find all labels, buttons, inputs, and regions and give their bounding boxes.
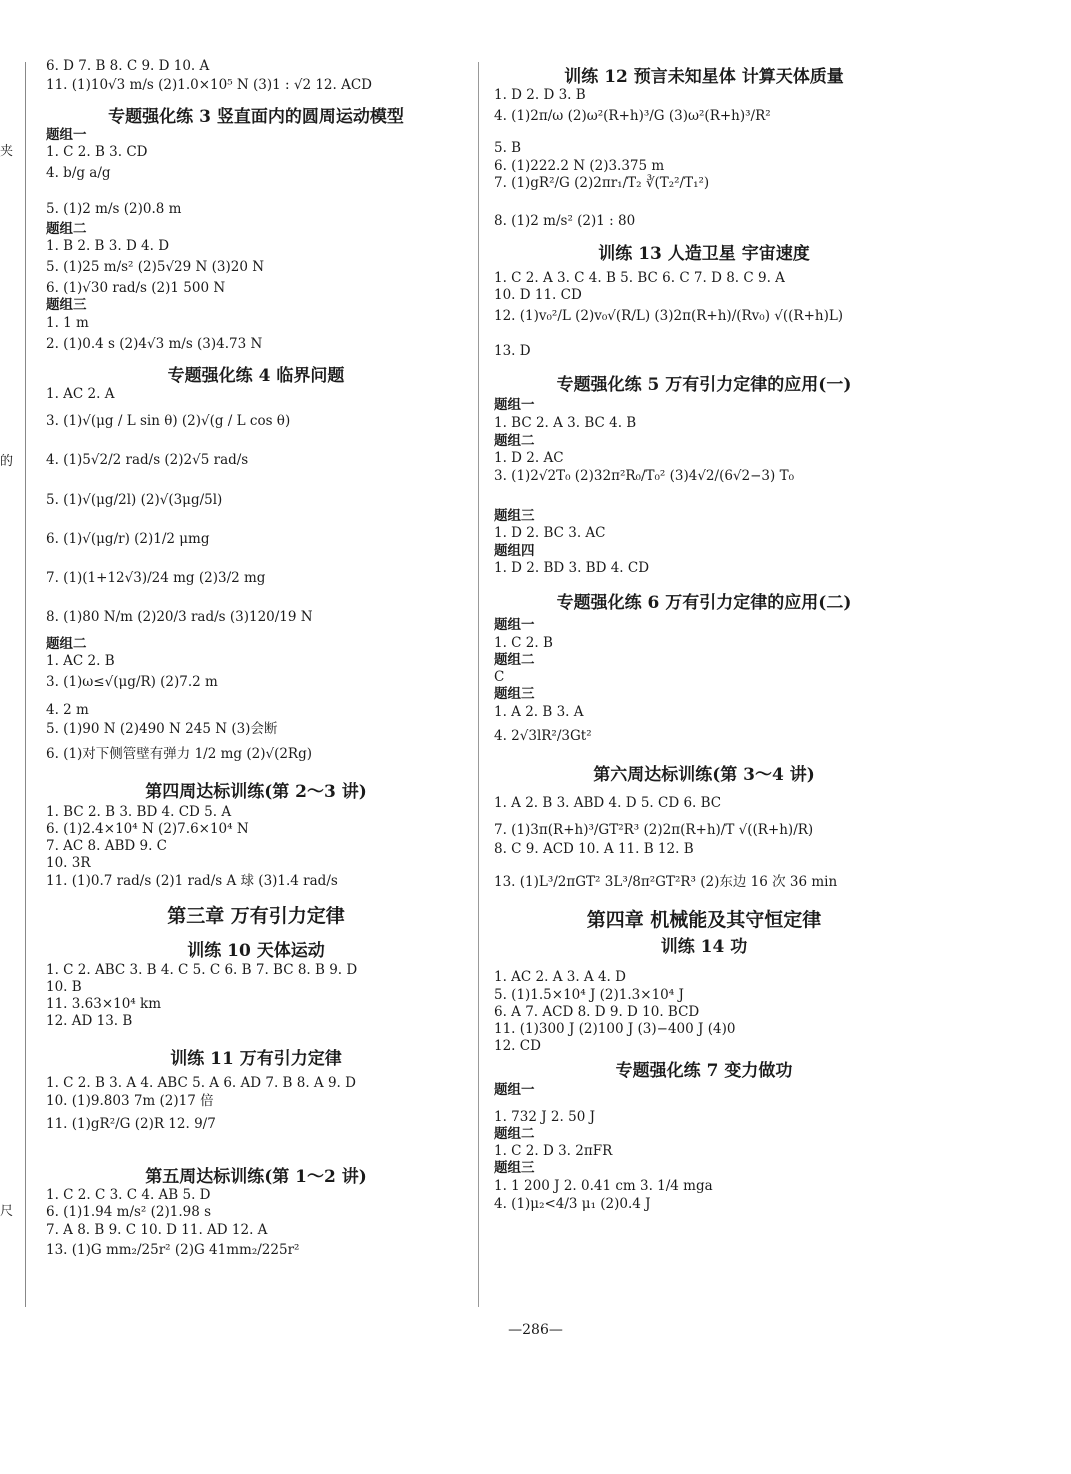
answer-line: 6. (1)1.94 m/s² (2)1.98 s xyxy=(46,1204,212,1220)
group-label: 题组二 xyxy=(494,1126,535,1142)
edge-char: 的 xyxy=(0,454,14,469)
group-label: 题组四 xyxy=(494,543,535,559)
answer-line: 1. C 2. ABC 3. B 4. C 5. C 6. B 7. BC 8. B 9. D xyxy=(46,962,358,978)
answer-line: 5. (1)√(μg/2l) (2)√(3μg/5l) xyxy=(46,492,223,508)
answer-line: 6. (1)√30 rad/s (2)1 500 N xyxy=(46,280,226,296)
section-heading: 专题强化练 4 临界问题 xyxy=(167,366,345,386)
answer-line: 11. 3.63×10⁴ km xyxy=(46,996,161,1012)
answer-line: 4. 2√3lR²/3Gt² xyxy=(494,728,592,744)
answer-line: 8. (1)2 m/s² (2)1 : 80 xyxy=(494,213,636,229)
answer-line: 1. AC 2. A 3. A 4. D xyxy=(494,969,626,985)
chapter-heading: 第四章 机械能及其守恒定律 xyxy=(586,909,822,931)
page-number: —286— xyxy=(508,1322,563,1338)
answer-line: 4. 2 m xyxy=(46,702,89,718)
section-heading: 训练 12 预言未知星体 计算天体质量 xyxy=(564,67,844,87)
answer-line: 10. 3R xyxy=(46,855,91,871)
answer-line: 5. (1)25 m/s² (2)5√29 N (3)20 N xyxy=(46,259,265,275)
answer-line: 11. (1)0.7 rad/s (2)1 rad/s A 球 (3)1.4 rad/s xyxy=(46,873,338,889)
answer-line: 6. (1)√(μg/r) (2)1/2 μmg xyxy=(46,531,210,547)
answer-line: 1. BC 2. B 3. BD 4. CD 5. A xyxy=(46,804,232,820)
answer-line: 10. (1)9.803 7m (2)17 倍 xyxy=(46,1093,214,1109)
answer-line: 13. (1)G mm₂/25r² (2)G 41mm₂/225r² xyxy=(46,1242,300,1258)
answer-line: 3. (1)√(μg / L sin θ) (2)√(g / L cos θ) xyxy=(46,413,291,429)
section-heading: 训练 14 功 xyxy=(660,937,748,957)
answer-line: 4. (1)5√2/2 rad/s (2)2√5 rad/s xyxy=(46,452,249,468)
group-label: 题组一 xyxy=(494,397,535,413)
answer-line: 1. D 2. BD 3. BD 4. CD xyxy=(494,560,650,576)
section-heading: 专题强化练 6 万有引力定律的应用(二) xyxy=(556,593,852,613)
group-label: 题组三 xyxy=(494,1160,535,1176)
section-heading: 第五周达标训练(第 1～2 讲) xyxy=(145,1167,367,1187)
answer-line: 1. B 2. B 3. D 4. D xyxy=(46,238,170,254)
answer-line: 4. (1)μ₂<4/3 μ₁ (2)0.4 J xyxy=(494,1196,651,1212)
group-label: 题组二 xyxy=(46,221,87,237)
answer-line: 1. AC 2. A xyxy=(46,386,115,402)
section-heading: 第六周达标训练(第 3～4 讲) xyxy=(593,765,815,785)
answer-line: 1. 1 200 J 2. 0.41 cm 3. 1/4 mga xyxy=(494,1178,713,1194)
group-label: 题组二 xyxy=(494,652,535,668)
answer-line: 8. (1)80 N/m (2)20/3 rad/s (3)120/19 N xyxy=(46,609,313,625)
answer-line: 1. C 2. B 3. CD xyxy=(46,144,148,160)
column-divider xyxy=(478,62,479,1307)
answer-line: 10. D 11. CD xyxy=(494,287,582,303)
answer-line: 5. (1)90 N (2)490 N 245 N (3)会断 xyxy=(46,721,278,737)
answer-line: 7. (1)3π(R+h)³/GT²R³ (2)2π(R+h)/T √((R+h)/R) xyxy=(494,822,814,838)
answer-line: 12. AD 13. B xyxy=(46,1013,133,1029)
answer-line: C xyxy=(494,669,505,685)
answer-line: 5. B xyxy=(494,140,522,156)
answer-line: 1. C 2. D 3. 2πFR xyxy=(494,1143,613,1159)
section-heading: 专题强化练 5 万有引力定律的应用(一) xyxy=(556,375,852,395)
section-heading: 第四周达标训练(第 2～3 讲) xyxy=(145,782,367,802)
section-heading: 训练 13 人造卫星 宇宙速度 xyxy=(598,244,810,264)
answer-line: 1. A 2. B 3. A xyxy=(494,704,584,720)
group-label: 题组二 xyxy=(46,636,87,652)
section-heading: 训练 10 天体运动 xyxy=(187,941,325,961)
group-label: 题组一 xyxy=(46,127,87,143)
answer-line: 1. D 2. BC 3. AC xyxy=(494,525,606,541)
answer-line: 3. (1)ω≤√(μg/R) (2)7.2 m xyxy=(46,674,218,690)
section-heading: 训练 11 万有引力定律 xyxy=(170,1049,342,1069)
group-label: 题组一 xyxy=(494,1082,535,1098)
answer-line: 1. BC 2. A 3. BC 4. B xyxy=(494,415,637,431)
answer-line: 11. (1)gR²/G (2)R 12. 9/7 xyxy=(46,1116,216,1132)
answer-line: 5. (1)2 m/s (2)0.8 m xyxy=(46,201,182,217)
answer-line: 3. (1)2√2T₀ (2)32π²R₀/T₀² (3)4√2/(6√2−3) T₀ xyxy=(494,468,794,484)
chapter-heading: 第三章 万有引力定律 xyxy=(167,905,345,927)
answer-line: 12. CD xyxy=(494,1038,541,1054)
group-label: 题组三 xyxy=(46,297,87,313)
answer-line: 7. AC 8. ABD 9. C xyxy=(46,838,167,854)
answer-line: 10. B xyxy=(46,979,82,995)
answer-line: 1. C 2. C 3. C 4. AB 5. D xyxy=(46,1187,211,1203)
answer-line: 6. (1)对下侧管壁有弹力 1/2 mg (2)√(2Rg) xyxy=(46,746,312,762)
edge-char: 尺 xyxy=(0,1204,14,1219)
answer-line: 11. (1)300 J (2)100 J (3)−400 J (4)0 xyxy=(494,1021,736,1037)
answer-line: 1. A 2. B 3. ABD 4. D 5. CD 6. BC xyxy=(494,795,722,811)
answer-line: 6. D 7. B 8. C 9. D 10. A xyxy=(46,58,210,74)
answer-line: 1. 732 J 2. 50 J xyxy=(494,1109,595,1125)
answer-line: 13. D xyxy=(494,343,531,359)
answer-line: 1. AC 2. B xyxy=(46,653,115,669)
answer-line: 6. (1)222.2 N (2)3.375 m xyxy=(494,158,665,174)
section-heading: 专题强化练 7 变力做功 xyxy=(615,1061,793,1081)
answer-line: 8. C 9. ACD 10. A 11. B 12. B xyxy=(494,841,694,857)
group-label: 题组二 xyxy=(494,433,535,449)
group-label: 题组三 xyxy=(494,686,535,702)
answer-line: 1. C 2. B 3. A 4. ABC 5. A 6. AD 7. B 8. A 9. D xyxy=(46,1075,356,1091)
answer-line: 13. (1)L³/2πGT² 3L³/8π²GT²R³ (2)东边 16 次 36 min xyxy=(494,874,838,890)
answer-line: 2. (1)0.4 s (2)4√3 m/s (3)4.73 N xyxy=(46,336,263,352)
group-label: 题组三 xyxy=(494,508,535,524)
section-heading: 专题强化练 3 竖直面内的圆周运动模型 xyxy=(108,107,404,127)
binding-edge-line xyxy=(25,62,26,1307)
answer-line: 11. (1)10√3 m/s (2)1.0×10⁵ N (3)1 : √2 12. ACD xyxy=(46,77,372,93)
answer-line: 1. 1 m xyxy=(46,315,89,331)
answer-line: 6. A 7. ACD 8. D 9. D 10. BCD xyxy=(494,1004,700,1020)
answer-line: 6. (1)2.4×10⁴ N (2)7.6×10⁴ N xyxy=(46,821,249,837)
answer-line: 4. (1)2π/ω (2)ω²(R+h)³/G (3)ω²(R+h)³/R² xyxy=(494,108,771,124)
answer-line: 5. (1)1.5×10⁴ J (2)1.3×10⁴ J xyxy=(494,987,684,1003)
answer-line: 1. C 2. B xyxy=(494,635,553,651)
answer-line: 12. (1)v₀²/L (2)v₀√(R/L) (3)2π(R+h)/(Rv₀) √((R+h)L) xyxy=(494,308,844,324)
answer-line: 1. D 2. D 3. B xyxy=(494,87,586,103)
edge-char: 夹 xyxy=(0,144,14,159)
answer-line: 4. b/g a/g xyxy=(46,165,111,181)
group-label: 题组一 xyxy=(494,617,535,633)
answer-line: 7. A 8. B 9. C 10. D 11. AD 12. A xyxy=(46,1222,268,1238)
answer-line: 7. (1)gR²/G (2)2πr₁/T₂ ∛(T₂²/T₁²) xyxy=(494,175,710,191)
answer-line: 1. C 2. A 3. C 4. B 5. BC 6. C 7. D 8. C 9. A xyxy=(494,270,785,286)
answer-line: 1. D 2. AC xyxy=(494,450,564,466)
answer-line: 7. (1)(1+12√3)/24 mg (2)3/2 mg xyxy=(46,570,266,586)
